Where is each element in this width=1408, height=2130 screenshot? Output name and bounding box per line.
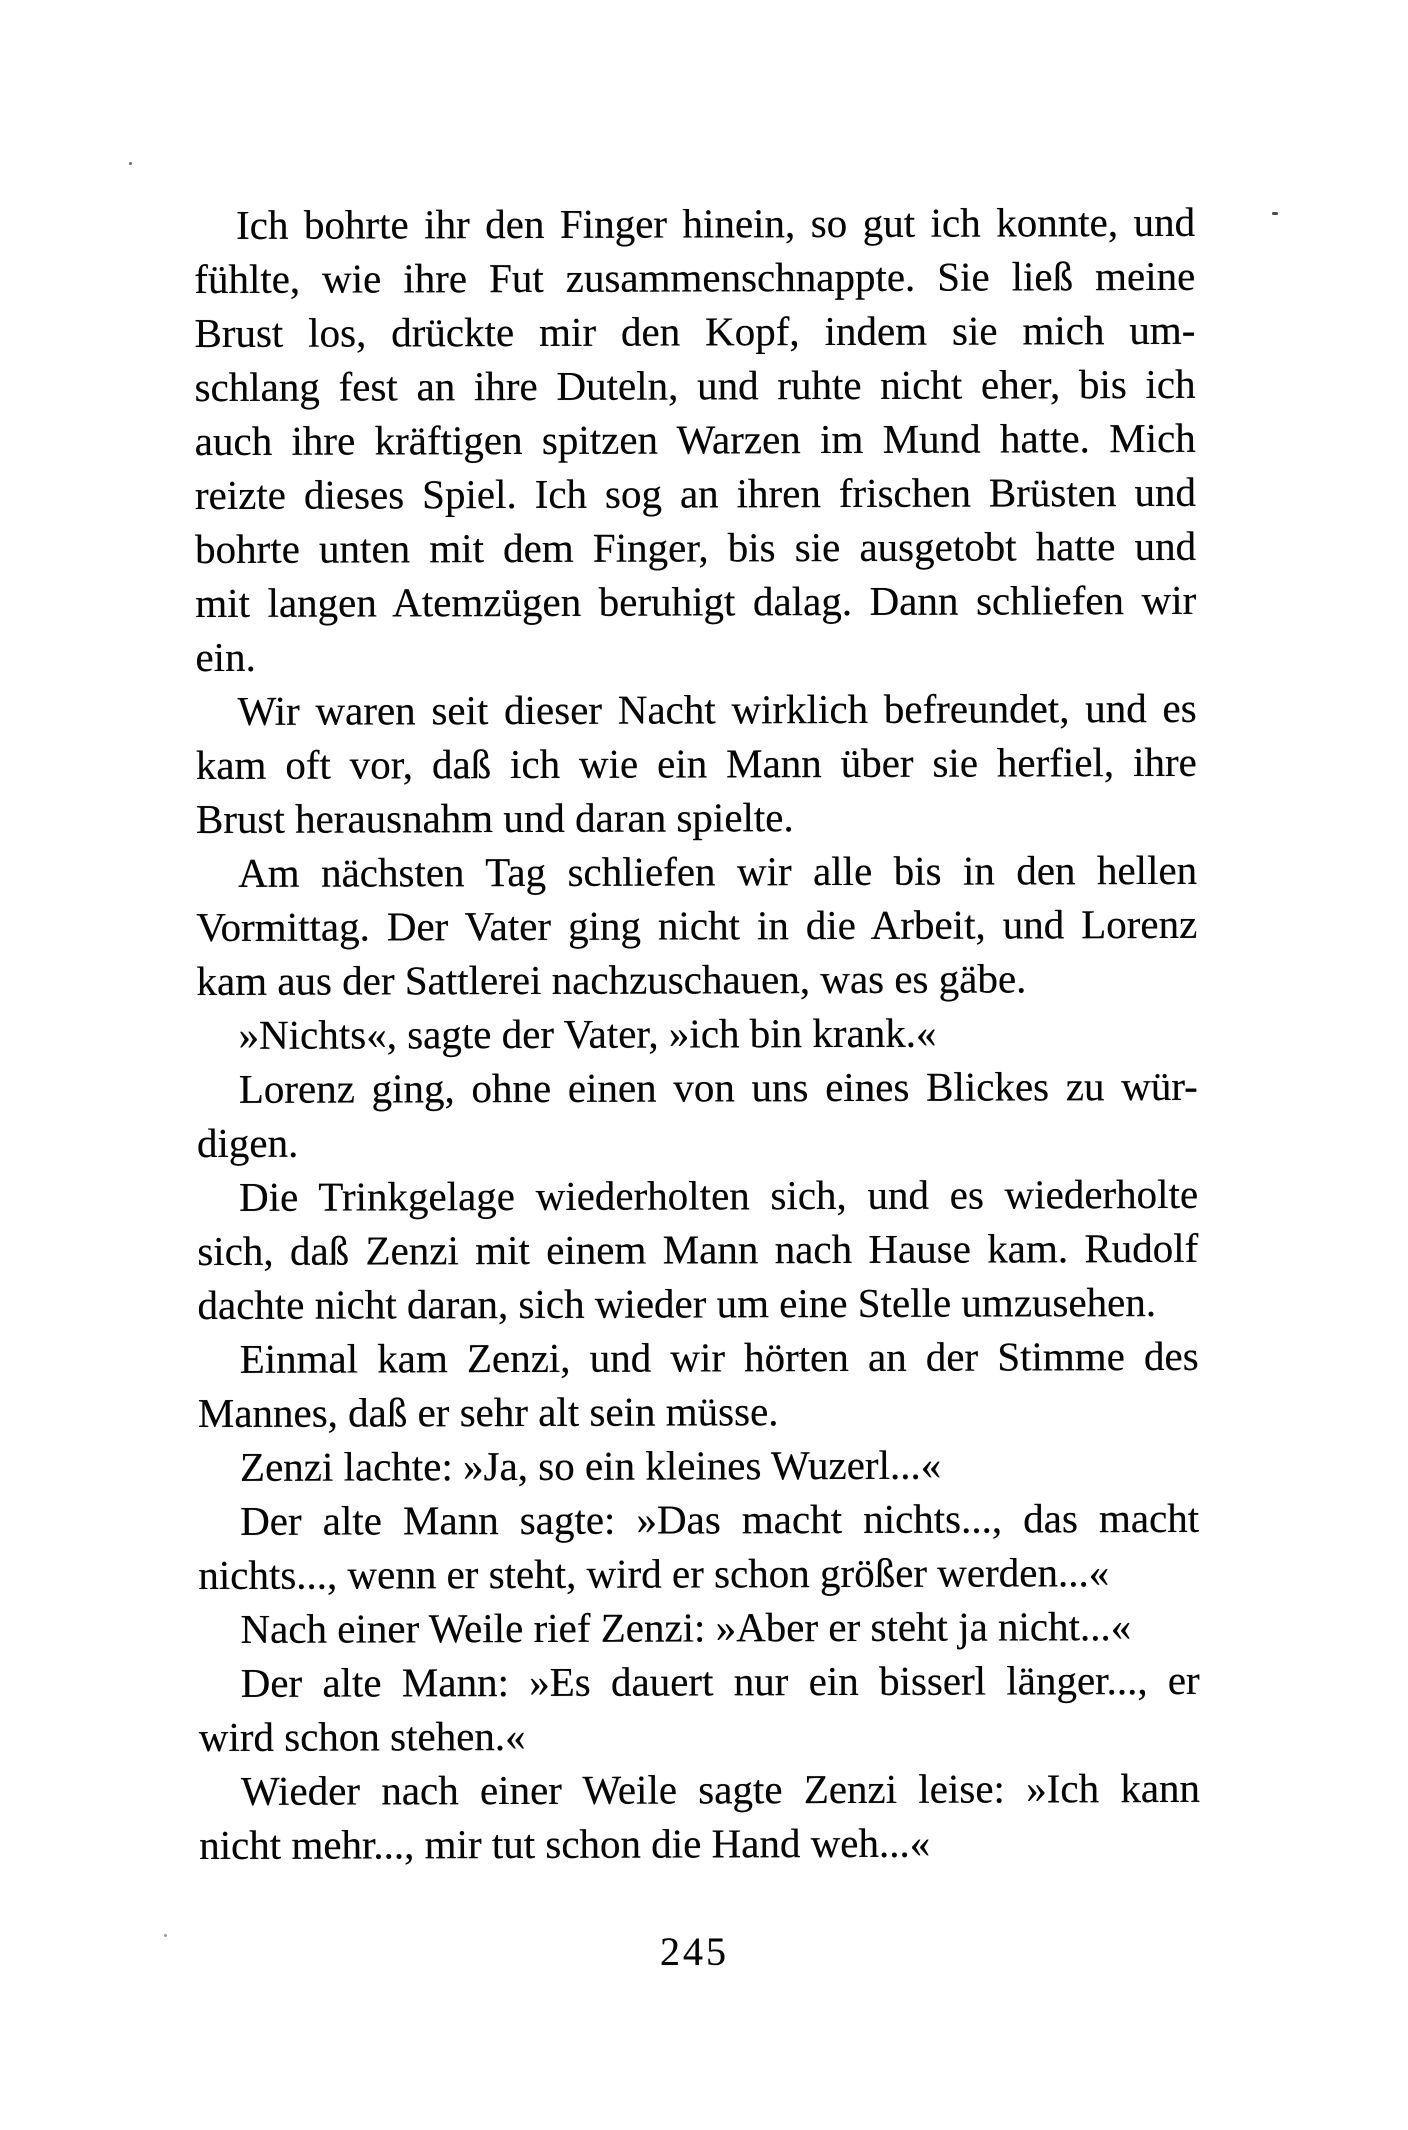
text-line: fühlte, wie ihre Fut zusammenschnappte. Sie ließ meine (194, 252, 1196, 302)
scan-speck (164, 1934, 167, 1937)
text-line: Der alte Mann: »Es dauert nur ein bisserl länger..., er (240, 1656, 1200, 1706)
text-line: schlang fest an ihre Duteln, und ruhte nicht eher, bis ich (194, 360, 1196, 410)
paragraph-1 (194, 195, 1197, 684)
text-line: Brust los, drückte mir den Kopf, indem sie mich um- (194, 306, 1196, 356)
text-line: Einmal kam Zenzi, und wir hörten an der Stimme des (239, 1332, 1199, 1382)
text-line: bohrte unten mit dem Finger, bis sie ausgetobt hatte und (195, 522, 1197, 572)
text-line: Wieder nach einer Weile sagte Zenzi leise: »Ich kann (240, 1764, 1201, 1814)
paragraph-9 (198, 1491, 1199, 1602)
paragraph-6 (197, 1167, 1199, 1332)
paragraph-11 (199, 1653, 1200, 1764)
paragraph-10 (198, 1599, 1199, 1656)
text-line: kam oft vor, daß ich wie ein Mann über sie herfiel, ihre (195, 738, 1197, 788)
paragraph-7 (198, 1329, 1199, 1440)
text-line: reizte dieses Spiel. Ich sog an ihren frischen Brüsten und (194, 468, 1197, 518)
text-line: Der alte Mann sagte: »Das macht nichts..., das macht (240, 1494, 1200, 1544)
text-line: »Nichts«, sagte der Vater, »ich bin krank.« (238, 1009, 937, 1058)
text-line: Zenzi lachte: »Ja, so ein kleines Wuzerl...« (239, 1441, 942, 1490)
paragraph-8 (198, 1437, 1199, 1494)
text-line: Nach einer Weile rief Zenzi: »Aber er steht ja nicht...« (240, 1603, 1132, 1652)
text-line: Ich bohrte ihr den Finger hinein, so gut ich konnte, und (236, 198, 1196, 248)
text-line: Lorenz ging, ohne einen von uns eines Blickes zu wür- (238, 1062, 1198, 1112)
text-line: dachte nicht daran, sich wieder um eine Stelle umzusehen. (197, 1278, 1157, 1328)
text-line: auch ihre kräftigen spitzen Warzen im Mund hatte. Mich (194, 414, 1196, 464)
text-line: Die Trinkgelage wiederholten sich, und es wiederholte (239, 1170, 1199, 1220)
text-block (194, 195, 1200, 1872)
text-line: digen. (196, 1119, 299, 1166)
text-line: Vormittag. Der Vater ging nicht in die Arbeit, und Lorenz (196, 900, 1198, 950)
text-line: wird schon stehen.« (198, 1712, 526, 1760)
text-line: nicht mehr..., mir tut schon die Hand weh...« (199, 1819, 931, 1868)
paragraph-2 (196, 681, 1198, 846)
text-line: ein. (195, 633, 256, 680)
paragraph-4 (197, 1005, 1198, 1062)
text-line: nichts..., wenn er steht, wird er schon größer werden...« (198, 1549, 1110, 1598)
scan-speck (1272, 212, 1278, 215)
text-line: kam aus der Sattlerei nachzuschauen, was es gäbe. (196, 955, 1027, 1004)
text-line: sich, daß Zenzi mit einem Mann nach Hause kam. Rudolf (197, 1224, 1199, 1274)
page-number: 245 (660, 1929, 729, 1974)
text-line: Mannes, daß er sehr alt sein müsse. (197, 1388, 779, 1436)
paragraph-5 (197, 1059, 1198, 1170)
text-line: Am nächsten Tag schliefen wir alle bis in den hellen (238, 846, 1198, 896)
text-line: Brust herausnahm und daran spielte. (195, 794, 794, 842)
text-line: Wir waren seit dieser Nacht wirklich befreundet, und es (237, 684, 1197, 734)
paragraph-12 (199, 1761, 1200, 1872)
text-line: mit langen Atemzügen beruhigt dalag. Dann schliefen wir (195, 576, 1197, 626)
scan-speck (129, 162, 132, 165)
paragraph-3 (196, 843, 1198, 1008)
